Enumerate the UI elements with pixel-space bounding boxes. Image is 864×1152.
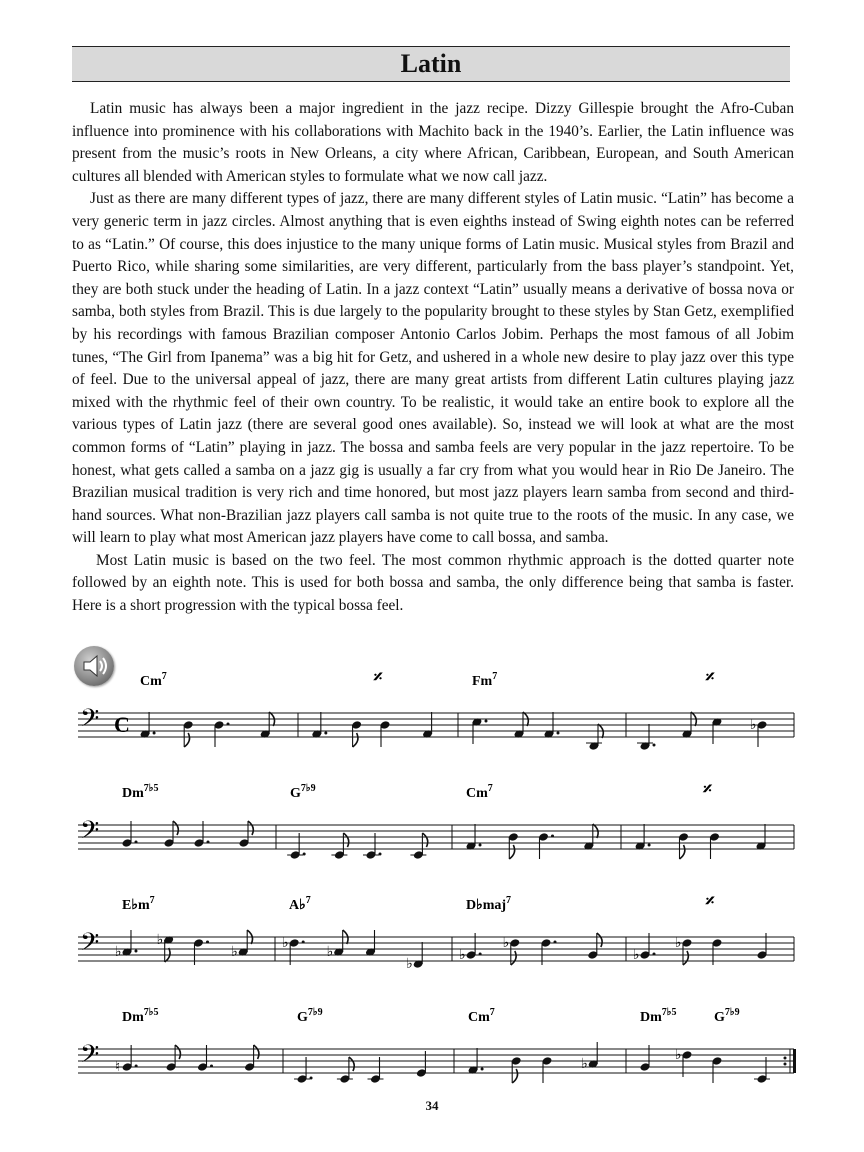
augmentation-dot xyxy=(557,732,560,735)
augmentation-dot xyxy=(210,1065,213,1068)
augmentation-dot xyxy=(479,844,482,847)
paragraph-2: Just as there are many different types of jazz, there are many different styles of Latin music. “Latin” has become a very generic term in jazz circles. Almost anything that is even eighths instead of Swing eighth notes can be referred to as “Latin.” Of course, this does injustice to the many unique forms of Latin music. Musical styles from Brazil and Puerto Rico, while sharing some similarities, are very different, particularly from the bass player’s standpoint. Yet, they are both stuck under the heading of Latin. In a jazz context “Latin” usually means a derivative of bossa nova or samba, both styles from Brazil. This is due largely to the popularity brought to these styles by Stan Getz, exemplified by his recordings with famous Brazilian composer Antonio Carlos Jobim. Perhaps the most famous of all Jobim tunes, “The Girl from Ipanema” was a big hit for Getz, and ushered in a whole new desire to play jazz over this type of feel. Due to the universal appeal of jazz, there are many great artists from different Latin cultures playing jazz mixed with the rhythmic feel of their own country. To be realistic, it would take an entire book to explore all the various types of Latin jazz (there are several good ones available). So, instead we will look at what are the most common forms of “Latin” playing in jazz. The bossa and samba feels are very popular in the jazz repertoire. To be honest, what gets called a samba on a jazz gig is usually a far cry from what you would hear in Rio De Janeiro. The Brazilian musical tradition is very rich and time honored, but most jazz players learn samba from second and third-hand sources. What non-Brazilian jazz players call samba is not quite true to the roots of the music. In any case, we will learn to play what most American jazz players have come to call bossa, and samba. xyxy=(72,190,794,547)
chord-symbol: $G^{7♭9}$ xyxy=(290,783,316,801)
flat-icon: ♭ xyxy=(581,1056,588,1072)
page-title: Latin xyxy=(400,49,462,78)
augmentation-dot xyxy=(153,732,156,735)
measure-repeat-icon: 𝄎 xyxy=(705,891,715,912)
augmentation-dot xyxy=(648,844,651,847)
augmentation-dot xyxy=(479,953,482,956)
augmentation-dot xyxy=(302,941,305,944)
eighth-flag xyxy=(597,933,602,947)
bass-clef-icon: 𝄢 xyxy=(80,816,100,851)
eighth-flag xyxy=(248,821,253,835)
augmentation-dot xyxy=(379,853,382,856)
augmentation-dot xyxy=(207,841,210,844)
eighth-flag xyxy=(509,845,514,859)
bass-clef-icon: 𝄢 xyxy=(80,1040,100,1075)
eighth-flag xyxy=(683,951,688,965)
flat-icon: ♭ xyxy=(750,717,757,733)
augmentation-dot xyxy=(551,835,554,838)
chord-symbol: Cm$^7$ xyxy=(468,1007,495,1025)
paragraph-3: Most Latin music is based on the two feel. The most common rhythmic approach is the dotted quarter note followed by an eighth note. This is used for both bossa and samba, the only difference being that samba is faster. Here is a short progression with the typical bossa feel. xyxy=(72,551,794,615)
flat-icon: ♭ xyxy=(406,956,413,972)
flat-icon: ♭ xyxy=(675,935,682,951)
chord-symbol: $E♭m^7$ xyxy=(122,895,155,913)
flat-icon: ♭ xyxy=(156,932,164,948)
chord-symbol: $G^{7♭9}$ xyxy=(297,1007,323,1025)
chord-symbol: Fm$^7$ xyxy=(472,671,498,689)
title-bar xyxy=(72,46,790,82)
page-number: 34 xyxy=(425,1098,439,1113)
chord-symbol: D♭maj$^7$ xyxy=(466,895,512,913)
augmentation-dot xyxy=(135,841,138,844)
bass-notation xyxy=(0,660,864,1100)
chord-symbol: $Dm^{7♭5}$ xyxy=(640,1007,677,1025)
augmentation-dot xyxy=(303,853,306,856)
eighth-flag xyxy=(254,1045,259,1059)
bass-clef-icon: 𝄢 xyxy=(80,928,100,963)
flat-icon: ♭ xyxy=(675,1047,682,1063)
chord-symbol: Cm$^7$ xyxy=(466,783,493,801)
body-text xyxy=(72,98,794,618)
flat-icon: ♭ xyxy=(282,935,289,951)
flat-icon: ♭ xyxy=(502,935,510,951)
chord-symbol: $Dm^{7♭5}$ xyxy=(122,1007,159,1025)
flat-icon: ♭ xyxy=(326,944,334,960)
eighth-flag xyxy=(422,833,427,847)
augmentation-dot xyxy=(135,1065,138,1068)
eighth-flag xyxy=(680,845,685,859)
measure-repeat-icon: 𝄎 xyxy=(705,667,715,688)
repeat-dot xyxy=(784,1063,787,1066)
chord-symbol: A♭$^7$ xyxy=(289,895,311,913)
time-signature: C xyxy=(114,712,130,737)
eighth-flag xyxy=(353,733,358,747)
eighth-flag xyxy=(343,833,348,847)
eighth-flag xyxy=(175,1045,180,1059)
chord-symbol: Cm$^7$ xyxy=(140,671,167,689)
eighth-flag xyxy=(173,821,178,835)
augmentation-dot xyxy=(227,723,230,726)
measure-repeat-icon: 𝄎 xyxy=(373,667,383,688)
chord-symbol: $Dm^{7♭5}$ xyxy=(122,783,159,801)
augmentation-dot xyxy=(481,1068,484,1071)
measure-repeat-icon: 𝄎 xyxy=(703,779,712,800)
natural-icon: ♮ xyxy=(115,1059,121,1075)
augmentation-dot xyxy=(324,732,327,735)
augmentation-dot xyxy=(485,720,488,723)
eighth-flag xyxy=(349,1057,354,1071)
eighth-flag xyxy=(512,1069,517,1083)
final-barline-thick xyxy=(793,1049,796,1073)
flat-icon: ♭ xyxy=(114,944,122,960)
bass-clef-icon: 𝄢 xyxy=(80,704,100,739)
flat-icon: ♭ xyxy=(459,947,466,963)
chord-symbol: $G^{7♭9}$ xyxy=(714,1007,740,1025)
augmentation-dot xyxy=(554,941,557,944)
eighth-flag xyxy=(184,733,189,747)
repeat-dot xyxy=(784,1057,787,1060)
augmentation-dot xyxy=(206,941,209,944)
augmentation-dot xyxy=(310,1077,313,1080)
paragraph-1: Latin music has always been a major ingredient in the jazz recipe. Dizzy Gillespie brought the Afro-Cuban influence into prominence with his collaborations with Machito back in the 1940’s. Earlier, the Latin influence was present from the music’s roots in New Orleans, a city where African, Caribbean, European, and South American cultures all blended with American styles to formulate what we now call jazz. xyxy=(72,100,794,185)
flat-icon: ♭ xyxy=(231,944,238,960)
augmentation-dot xyxy=(653,953,656,956)
augmentation-dot xyxy=(653,744,656,747)
augmentation-dot xyxy=(134,950,137,953)
eighth-flag xyxy=(511,951,516,965)
flat-icon: ♭ xyxy=(633,947,640,963)
